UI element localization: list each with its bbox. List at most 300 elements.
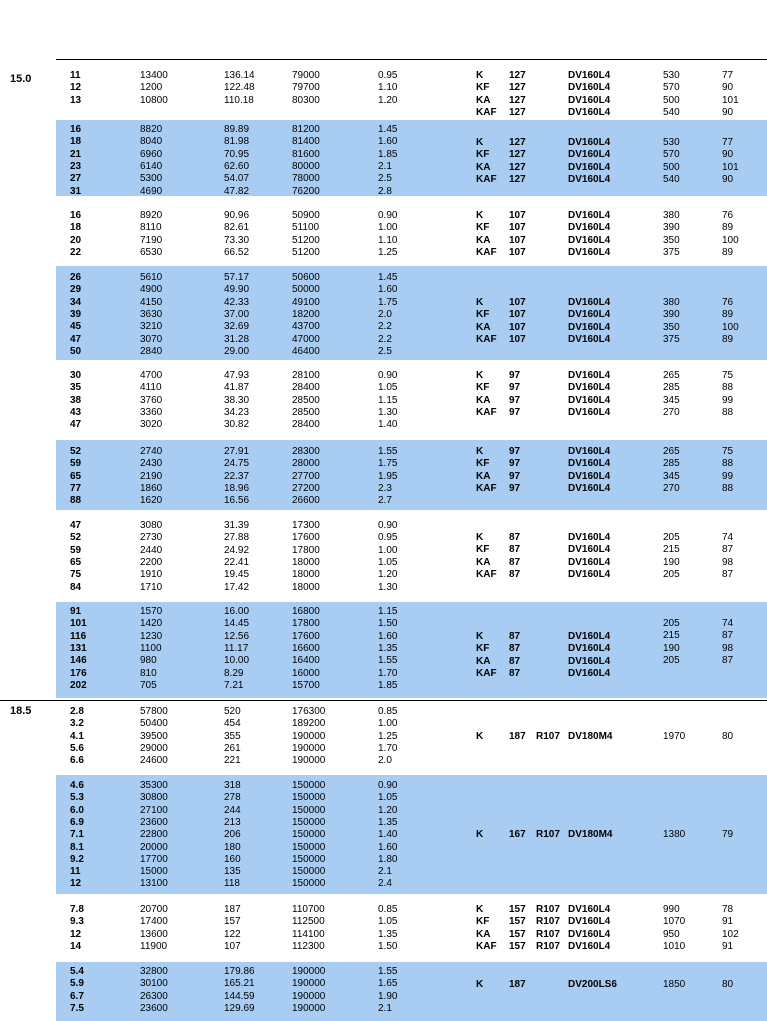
model-type: K xyxy=(476,137,484,148)
speed-cell: 7.8 xyxy=(70,904,84,915)
torque-cell: 1200 xyxy=(140,82,163,94)
model-motor: DV160L4 xyxy=(568,382,611,394)
radial-cell: 79700 xyxy=(292,82,320,94)
speed-cell: 5.3 xyxy=(70,792,84,804)
ratio-cell: 22.37 xyxy=(224,470,250,482)
ratio-cell: 179.86 xyxy=(224,966,255,977)
model-type: KA xyxy=(476,928,491,940)
page-cell: 76 xyxy=(722,297,734,308)
factor-cell: 1.05 xyxy=(378,792,398,804)
torque-cell: 24600 xyxy=(140,755,168,767)
page-cell: 100 xyxy=(722,234,739,246)
ratio-cell: 8.29 xyxy=(224,667,244,679)
speed-cell: 16 xyxy=(70,124,82,135)
model-motor: DV160L4 xyxy=(568,106,611,118)
torque-cell: 4110 xyxy=(140,382,162,394)
mass-cell: 540 xyxy=(663,106,680,118)
model-type: KA xyxy=(476,394,491,406)
radial-cell: 43700 xyxy=(292,321,320,333)
speed-cell: 22 xyxy=(70,246,82,258)
torque-cell: 1620 xyxy=(140,495,163,507)
mass-cell: 285 xyxy=(663,382,680,394)
model-size: 127 xyxy=(509,149,526,161)
page-cell: 89 xyxy=(722,246,734,258)
model-type: K xyxy=(476,532,484,543)
model-size: 87 xyxy=(509,568,521,580)
model-motor: DV200LS6 xyxy=(568,979,617,990)
model-size: 187 xyxy=(509,979,526,990)
model-motor: DV160L4 xyxy=(568,446,611,457)
ratio-cell: 135 xyxy=(224,866,241,878)
ratio-cell: 24.75 xyxy=(224,458,250,470)
speed-cell: 59 xyxy=(70,458,82,470)
page-cell: 75 xyxy=(722,370,734,381)
model-type: KAF xyxy=(476,482,497,494)
page-cell: 88 xyxy=(722,458,734,470)
page-cell: 100 xyxy=(722,321,739,333)
page-cell: 74 xyxy=(722,532,734,543)
speed-cell: 26 xyxy=(70,272,82,283)
page-cell: 89 xyxy=(722,222,734,234)
factor-cell: 0.85 xyxy=(378,904,398,915)
factor-cell: 1.15 xyxy=(378,394,398,406)
radial-cell: 150000 xyxy=(292,804,326,816)
mass-cell: 570 xyxy=(663,149,680,161)
model-motor: DV160L4 xyxy=(568,904,611,915)
factor-cell: 1.90 xyxy=(378,990,398,1002)
ratio-cell: 110.18 xyxy=(224,94,254,106)
radial-cell: 16800 xyxy=(292,606,320,617)
radial-cell: 17300 xyxy=(292,520,320,531)
torque-cell: 2840 xyxy=(140,345,163,357)
speed-cell: 6.6 xyxy=(70,755,84,767)
torque-cell: 1710 xyxy=(140,581,163,593)
model-motor: DV160L4 xyxy=(568,631,611,642)
ratio-cell: 73.30 xyxy=(224,234,250,246)
torque-cell: 13400 xyxy=(140,70,168,81)
model-size: 107 xyxy=(509,246,526,258)
ratio-cell: 11.17 xyxy=(224,642,249,654)
page-cell: 80 xyxy=(722,979,734,990)
model-size: 107 xyxy=(509,210,526,221)
factor-cell: 1.75 xyxy=(378,458,398,470)
model-type: KA xyxy=(476,234,491,246)
model-type: KF xyxy=(476,82,490,94)
factor-cell: 1.60 xyxy=(378,284,398,296)
radial-cell: 51200 xyxy=(292,234,320,246)
ratio-cell: 81.98 xyxy=(224,136,250,148)
speed-cell: 7.1 xyxy=(70,829,84,841)
factor-cell: 0.85 xyxy=(378,706,398,717)
model-type: KF xyxy=(476,382,490,394)
torque-cell: 1910 xyxy=(140,569,163,581)
mass-cell: 390 xyxy=(663,222,680,234)
radial-cell: 26600 xyxy=(292,495,320,507)
factor-cell: 1.00 xyxy=(378,718,398,730)
radial-cell: 80000 xyxy=(292,160,320,172)
factor-cell: 1.45 xyxy=(378,272,398,283)
model-motor: DV160L4 xyxy=(568,173,611,185)
radial-cell: 176300 xyxy=(292,706,326,717)
model-reducer: R107 xyxy=(536,731,560,742)
torque-cell: 2190 xyxy=(140,470,163,482)
speed-cell: 12 xyxy=(70,878,82,890)
model-motor: DV160L4 xyxy=(568,297,611,308)
speed-cell: 47 xyxy=(70,520,82,531)
speed-cell: 13 xyxy=(70,94,82,106)
mass-cell: 345 xyxy=(663,470,680,482)
factor-cell: 1.20 xyxy=(378,569,398,581)
ratio-cell: 24.92 xyxy=(224,544,250,556)
page-cell: 90 xyxy=(722,149,734,161)
factor-cell: 1.30 xyxy=(378,581,398,593)
torque-cell: 810 xyxy=(140,667,157,679)
factor-cell: 0.90 xyxy=(378,370,398,381)
page-cell: 76 xyxy=(722,210,734,221)
speed-cell: 29 xyxy=(70,284,82,296)
torque-cell: 3760 xyxy=(140,394,163,406)
model-motor: DV160L4 xyxy=(568,137,611,148)
factor-cell: 1.35 xyxy=(378,642,398,654)
radial-cell: 28000 xyxy=(292,458,320,470)
model-type: K xyxy=(476,731,484,742)
model-reducer: R107 xyxy=(536,829,560,840)
speed-cell: 65 xyxy=(70,470,82,482)
speed-cell: 52 xyxy=(70,532,82,544)
factor-cell: 0.95 xyxy=(378,70,398,81)
ratio-cell: 22.41 xyxy=(224,556,250,568)
speed-cell: 47 xyxy=(70,333,82,345)
factor-cell: 1.45 xyxy=(378,124,398,135)
ratio-cell: 29.00 xyxy=(224,345,250,357)
ratio-cell: 520 xyxy=(224,706,241,717)
torque-cell: 3360 xyxy=(140,406,163,418)
torque-cell: 1570 xyxy=(140,606,163,617)
page-cell: 87 xyxy=(722,568,734,580)
factor-cell: 1.85 xyxy=(378,679,398,691)
power-value: 18.5 xyxy=(10,705,32,717)
mass-cell: 530 xyxy=(663,137,680,148)
speed-cell: 23 xyxy=(70,160,82,172)
speed-cell: 12 xyxy=(70,928,82,940)
torque-cell: 4700 xyxy=(140,370,163,381)
page-cell: 78 xyxy=(722,904,734,915)
speed-cell: 6.9 xyxy=(70,816,84,828)
torque-cell: 13600 xyxy=(140,928,168,940)
model-type: KAF xyxy=(476,406,497,418)
factor-cell: 0.90 xyxy=(378,210,398,221)
model-type: K xyxy=(476,70,484,81)
ratio-cell: 278 xyxy=(224,792,241,804)
radial-cell: 79000 xyxy=(292,70,320,81)
speed-cell: 146 xyxy=(70,655,87,667)
mass-cell: 265 xyxy=(663,446,680,457)
model-type: K xyxy=(476,979,484,990)
speed-cell: 9.2 xyxy=(70,853,84,865)
radial-cell: 50000 xyxy=(292,284,320,296)
factor-cell: 1.05 xyxy=(378,556,398,568)
mass-cell: 1010 xyxy=(663,940,686,952)
torque-cell: 2440 xyxy=(140,544,163,556)
ratio-cell: 18.96 xyxy=(224,482,250,494)
model-size: 87 xyxy=(509,667,521,679)
ratio-cell: 213 xyxy=(224,816,241,828)
radial-cell: 27200 xyxy=(292,482,320,494)
mass-cell: 205 xyxy=(663,654,680,666)
speed-cell: 35 xyxy=(70,382,82,394)
page-cell: 91 xyxy=(722,940,734,952)
torque-cell: 30800 xyxy=(140,792,168,804)
model-size: 157 xyxy=(509,916,526,928)
radial-cell: 51200 xyxy=(292,246,320,258)
ratio-cell: 47.93 xyxy=(224,370,250,381)
ratio-cell: 129.69 xyxy=(224,1002,255,1014)
torque-cell: 3630 xyxy=(140,308,163,320)
radial-cell: 28400 xyxy=(292,419,320,431)
torque-cell: 15000 xyxy=(140,866,168,878)
model-type: K xyxy=(476,446,484,457)
radial-cell: 50900 xyxy=(292,210,320,221)
torque-cell: 6530 xyxy=(140,246,163,258)
mass-cell: 205 xyxy=(663,618,680,629)
shaded-group-band xyxy=(56,120,767,196)
speed-cell: 20 xyxy=(70,234,82,246)
factor-cell: 2.2 xyxy=(378,321,392,333)
model-size: 97 xyxy=(509,446,521,457)
model-size: 157 xyxy=(509,904,526,915)
torque-cell: 3020 xyxy=(140,419,163,431)
radial-cell: 150000 xyxy=(292,853,326,865)
model-type: KAF xyxy=(476,173,497,185)
radial-cell: 150000 xyxy=(292,878,326,890)
ratio-cell: 31.39 xyxy=(224,520,250,531)
factor-cell: 1.60 xyxy=(378,136,398,148)
model-type: KA xyxy=(476,161,491,173)
torque-cell: 11900 xyxy=(140,940,168,952)
factor-cell: 1.40 xyxy=(378,829,398,841)
speed-cell: 6.7 xyxy=(70,990,84,1002)
mass-cell: 205 xyxy=(663,532,680,543)
model-motor: DV160L4 xyxy=(568,234,611,246)
mass-cell: 285 xyxy=(663,458,680,470)
ratio-cell: 17.42 xyxy=(224,581,250,593)
radial-cell: 150000 xyxy=(292,841,326,853)
speed-cell: 88 xyxy=(70,495,82,507)
radial-cell: 27700 xyxy=(292,470,320,482)
speed-cell: 39 xyxy=(70,308,82,320)
ratio-cell: 27.91 xyxy=(224,446,250,457)
speed-cell: 6.0 xyxy=(70,804,84,816)
ratio-cell: 318 xyxy=(224,780,241,791)
model-type: KAF xyxy=(476,568,497,580)
mass-cell: 500 xyxy=(663,94,680,106)
torque-cell: 35300 xyxy=(140,780,168,791)
model-motor: DV160L4 xyxy=(568,532,611,543)
speed-cell: 131 xyxy=(70,642,87,654)
radial-cell: 190000 xyxy=(292,966,326,977)
torque-cell: 4690 xyxy=(140,185,163,197)
page-cell: 79 xyxy=(722,829,734,840)
radial-cell: 46400 xyxy=(292,345,320,357)
page-cell: 77 xyxy=(722,137,734,148)
model-size: 157 xyxy=(509,940,526,952)
model-size: 97 xyxy=(509,394,521,406)
factor-cell: 1.60 xyxy=(378,630,398,642)
shaded-group-band xyxy=(56,266,767,360)
ratio-cell: 82.61 xyxy=(224,222,250,234)
torque-cell: 20700 xyxy=(140,904,168,915)
torque-cell: 23600 xyxy=(140,816,168,828)
model-size: 107 xyxy=(509,321,526,333)
speed-cell: 21 xyxy=(70,148,82,160)
radial-cell: 112300 xyxy=(292,940,325,952)
model-type: K xyxy=(476,210,484,221)
model-motor: DV160L4 xyxy=(568,406,611,418)
radial-cell: 150000 xyxy=(292,816,326,828)
mass-cell: 215 xyxy=(663,630,680,642)
torque-cell: 705 xyxy=(140,679,157,691)
factor-cell: 1.30 xyxy=(378,406,398,418)
factor-cell: 2.0 xyxy=(378,308,392,320)
model-motor: DV160L4 xyxy=(568,222,611,234)
page-cell: 88 xyxy=(722,382,734,394)
model-size: 87 xyxy=(509,655,521,667)
factor-cell: 1.60 xyxy=(378,841,398,853)
factor-cell: 2.7 xyxy=(378,495,392,507)
model-type: KA xyxy=(476,556,491,568)
mass-cell: 265 xyxy=(663,370,680,381)
speed-cell: 101 xyxy=(70,618,87,630)
model-type: KF xyxy=(476,544,490,556)
model-size: 167 xyxy=(509,829,526,840)
radial-cell: 16000 xyxy=(292,667,320,679)
speed-cell: 50 xyxy=(70,345,82,357)
model-motor: DV180M4 xyxy=(568,829,613,840)
factor-cell: 1.05 xyxy=(378,916,398,928)
speed-cell: 7.5 xyxy=(70,1002,84,1014)
model-motor: DV160L4 xyxy=(568,928,611,940)
speed-cell: 52 xyxy=(70,446,82,457)
mass-cell: 1070 xyxy=(663,916,686,928)
model-motor: DV160L4 xyxy=(568,916,611,928)
ratio-cell: 187 xyxy=(224,904,241,915)
factor-cell: 1.00 xyxy=(378,222,398,234)
ratio-cell: 54.07 xyxy=(224,173,250,185)
model-size: 107 xyxy=(509,297,526,308)
speed-cell: 5.9 xyxy=(70,978,84,990)
factor-cell: 1.35 xyxy=(378,928,398,940)
model-size: 97 xyxy=(509,406,521,418)
radial-cell: 190000 xyxy=(292,1002,326,1014)
ratio-cell: 57.17 xyxy=(224,272,250,283)
ratio-cell: 42.33 xyxy=(224,296,250,308)
mass-cell: 540 xyxy=(663,173,680,185)
ratio-cell: 122.48 xyxy=(224,82,255,94)
ratio-cell: 157 xyxy=(224,916,241,928)
mass-cell: 270 xyxy=(663,482,680,494)
section-rule xyxy=(0,700,767,701)
radial-cell: 47000 xyxy=(292,333,320,345)
mass-cell: 380 xyxy=(663,210,680,221)
radial-cell: 16400 xyxy=(292,655,320,667)
torque-cell: 8820 xyxy=(140,124,163,135)
torque-cell: 30100 xyxy=(140,978,168,990)
model-size: 97 xyxy=(509,482,521,494)
ratio-cell: 62.60 xyxy=(224,160,250,172)
mass-cell: 500 xyxy=(663,161,680,173)
model-motor: DV160L4 xyxy=(568,568,611,580)
mass-cell: 375 xyxy=(663,246,680,258)
model-size: 127 xyxy=(509,161,526,173)
radial-cell: 78000 xyxy=(292,173,320,185)
ratio-cell: 136.14 xyxy=(224,70,255,81)
model-motor: DV160L4 xyxy=(568,667,611,679)
ratio-cell: 47.82 xyxy=(224,185,250,197)
torque-cell: 10800 xyxy=(140,94,168,106)
speed-cell: 59 xyxy=(70,544,82,556)
speed-cell: 9.3 xyxy=(70,916,84,928)
model-motor: DV160L4 xyxy=(568,394,611,406)
model-type: KA xyxy=(476,94,491,106)
model-type: KA xyxy=(476,470,491,482)
factor-cell: 1.05 xyxy=(378,382,398,394)
speed-cell: 77 xyxy=(70,482,82,494)
torque-cell: 3080 xyxy=(140,520,163,531)
radial-cell: 190000 xyxy=(292,755,326,767)
radial-cell: 28400 xyxy=(292,382,320,394)
model-type: KAF xyxy=(476,940,497,952)
power-value: 15.0 xyxy=(10,73,32,85)
shaded-group-band xyxy=(56,602,767,698)
ratio-cell: 49.90 xyxy=(224,284,250,296)
ratio-cell: 38.30 xyxy=(224,394,250,406)
model-type: K xyxy=(476,829,484,840)
ratio-cell: 355 xyxy=(224,730,241,742)
speed-cell: 11 xyxy=(70,866,81,878)
speed-cell: 27 xyxy=(70,173,82,185)
page-cell: 77 xyxy=(722,70,734,81)
model-size: 187 xyxy=(509,731,526,742)
factor-cell: 1.25 xyxy=(378,246,398,258)
page-cell: 87 xyxy=(722,544,734,556)
radial-cell: 18000 xyxy=(292,581,320,593)
page-cell: 75 xyxy=(722,446,734,457)
model-motor: DV160L4 xyxy=(568,544,611,556)
model-size: 97 xyxy=(509,370,521,381)
ratio-cell: 37.00 xyxy=(224,308,250,320)
factor-cell: 2.5 xyxy=(378,173,392,185)
model-motor: DV160L4 xyxy=(568,321,611,333)
speed-cell: 30 xyxy=(70,370,82,381)
model-motor: DV160L4 xyxy=(568,161,611,173)
model-motor: DV160L4 xyxy=(568,82,611,94)
ratio-cell: 12.56 xyxy=(224,630,250,642)
torque-cell: 1420 xyxy=(140,618,163,630)
model-motor: DV160L4 xyxy=(568,655,611,667)
factor-cell: 2.8 xyxy=(378,185,392,197)
radial-cell: 189200 xyxy=(292,718,326,730)
radial-cell: 15700 xyxy=(292,679,320,691)
model-motor: DV160L4 xyxy=(568,70,611,81)
radial-cell: 17600 xyxy=(292,532,320,544)
model-type: KAF xyxy=(476,333,497,345)
radial-cell: 18000 xyxy=(292,556,320,568)
page-cell: 99 xyxy=(722,470,734,482)
speed-cell: 3.2 xyxy=(70,718,84,730)
factor-cell: 1.55 xyxy=(378,446,398,457)
model-type: KF xyxy=(476,458,490,470)
model-size: 97 xyxy=(509,470,521,482)
